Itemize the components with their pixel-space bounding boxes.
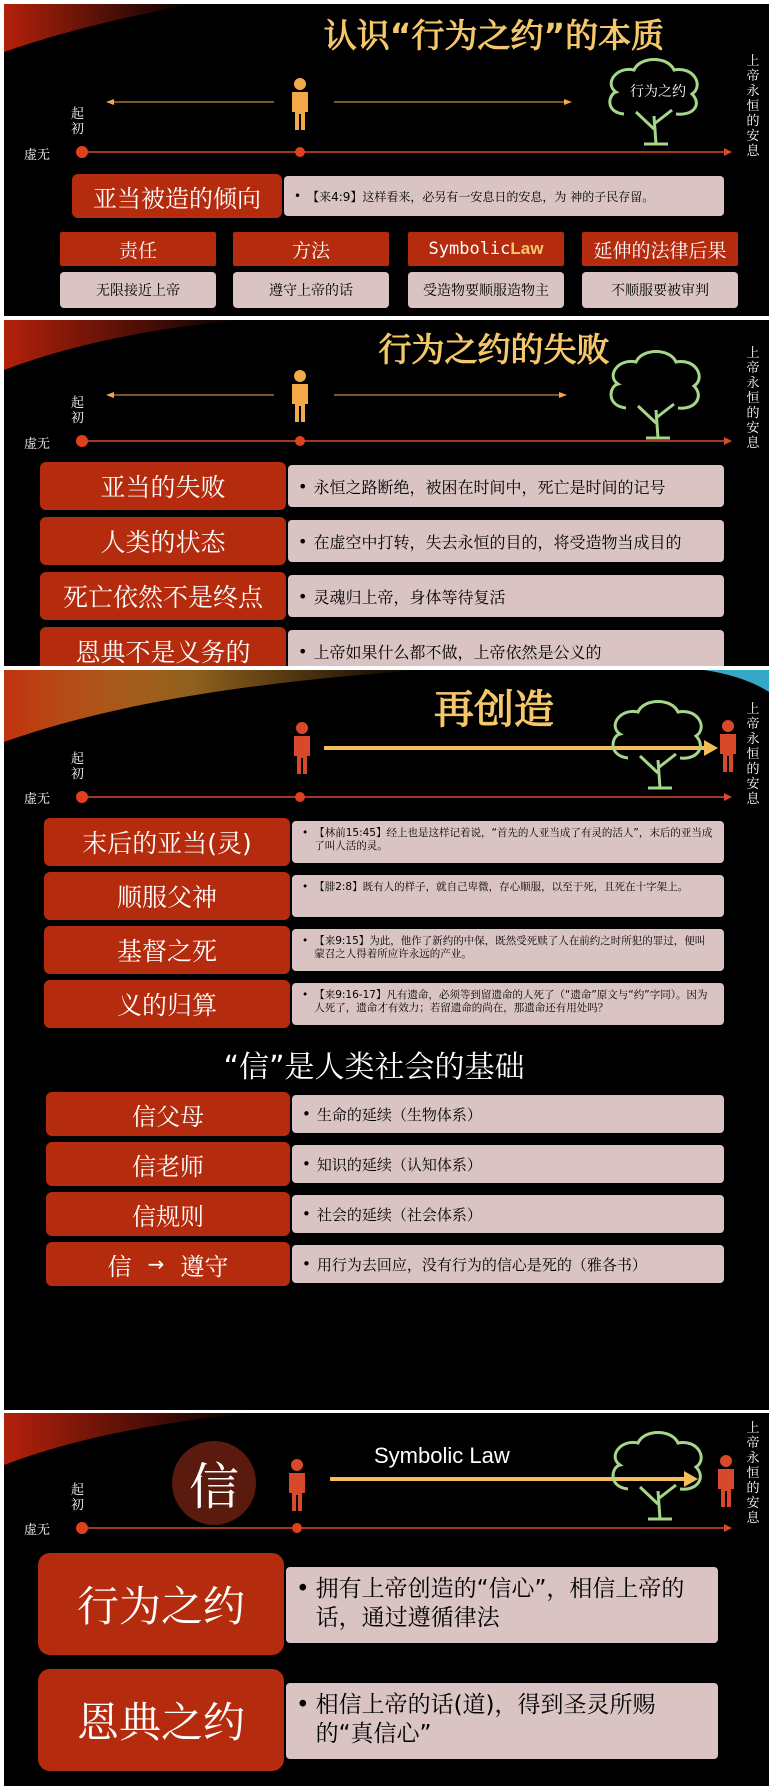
person-icon [718,1455,734,1507]
symbolic-law-label: Symbolic Law [374,1443,510,1468]
faith-badge: 信 [172,1441,256,1525]
slide-recreation [4,670,769,1410]
row-text-human-state: • 在虚空中打转，失去永恒的目的，将受造物当成目的 [288,520,724,562]
start-label: 起初 [71,107,85,137]
eternal-rest-label: 上帝永恒的安息 [746,1421,760,1526]
adam-tendency-text: • 【来4:9】这样看来，必另有一安息日的安息，为 神的子民存留。 [284,176,724,216]
column-body-consequence: 不顺服要被审判 [582,272,738,308]
tree-icon [613,702,701,789]
slide-covenant-failure [4,320,769,666]
slide-title: 行为之约的失败 [378,330,610,369]
row-text-trust-teachers: • 知识的延续（认知体系） [292,1145,724,1183]
eternal-rest-label: 上帝永恒的安息 [746,54,760,159]
tree-icon [610,60,697,145]
row-label-trust-obey: 信 → 遵守 [46,1242,290,1286]
row-text-christ-death: • 【来9:15】为此，他作了新约的中保，既然受死赎了人在前约之时所犯的罪过，便叫蒙召之人得着所应许永远的产业。 [292,929,724,971]
slide-title: 再创造 [434,687,554,733]
row-label-christ-death: 基督之死 [44,926,290,974]
void-label: 虚无 [24,437,51,452]
row-text-trust-obey: • 用行为去回应，没有行为的信心是死的（雅各书） [292,1245,724,1283]
tree-label: 行为之约 [630,84,686,100]
void-label: 虚无 [24,792,51,807]
column-body-method: 遵守上帝的话 [233,272,389,308]
timeline-graphic [4,1413,769,1553]
start-label: 起初 [71,396,85,426]
row-label-last-adam: 末后的亚当(灵) [44,818,290,866]
column-head-method: 方法 [233,232,389,266]
faith-foundation-title: “信”是人类社会的基础 [223,1050,525,1085]
row-label-human-state: 人类的状态 [40,517,286,565]
row-text-covenant-of-works: • 拥有上帝创造的“信心”，相信上帝的话，通过遵循律法 [286,1567,718,1643]
row-label-grace-not-obligation: 恩典不是义务的 [40,627,286,666]
timeline-graphic [4,4,769,316]
eternal-rest-label: 上帝永恒的安息 [746,702,760,807]
row-label-covenant-of-grace: 恩典之约 [38,1669,284,1771]
column-head-responsibility: 责任 [60,232,216,266]
row-label-trust-teachers: 信老师 [46,1142,290,1186]
timeline-graphic [4,670,769,830]
row-text-grace-not-obligation: • 上帝如果什么都不做，上帝依然是公义的 [288,630,724,666]
eternal-rest-label: 上帝永恒的安息 [746,346,760,451]
arrow-right-icon: → [147,1252,165,1276]
person-icon [292,370,308,422]
column-head-symbolic-law: Symbolic Law [408,232,564,266]
row-label-death-not-end: 死亡依然不是终点 [40,572,286,620]
row-text-obey-father: • 【腓2:8】既有人的样子，就自己卑微，存心顺服，以至于死，且死在十字架上。 [292,875,724,917]
row-label-obey-father: 顺服父神 [44,872,290,920]
slide-covenant-essence [4,4,769,316]
row-label-imputation: 义的归算 [44,980,290,1028]
start-label: 起初 [71,1483,85,1513]
void-label: 虚无 [24,148,51,163]
slide-title: 认识“行为之约”的本质 [323,16,665,55]
row-text-trust-rules: • 社会的延续（社会体系） [292,1195,724,1233]
column-body-responsibility: 无限接近上帝 [60,272,216,308]
person-icon [292,78,308,130]
adam-tendency-label: 亚当被造的倾向 [72,174,282,218]
row-text-death-not-end: • 灵魂归上帝，身体等待复活 [288,575,724,617]
row-label-adam-failure: 亚当的失败 [40,462,286,510]
row-label-covenant-of-works: 行为之约 [38,1553,284,1655]
row-text-covenant-of-grace: • 相信上帝的话(道)，得到圣灵所赐的“真信心” [286,1683,718,1759]
column-body-symbolic-law: 受造物要顺服造物主 [408,272,564,308]
column-head-consequence: 延伸的法律后果 [582,232,738,266]
person-icon [289,1459,305,1511]
slide-faith-covenants [4,1413,769,1786]
void-label: 虚无 [24,1523,51,1538]
row-text-trust-parents: • 生命的延续（生物体系） [292,1095,724,1133]
row-label-trust-parents: 信父母 [46,1092,290,1136]
person-icon [294,722,310,774]
tree-icon [611,352,699,439]
row-text-adam-failure: • 永恒之路断绝，被困在时间中，死亡是时间的记号 [288,465,724,507]
row-text-imputation: • 【来9:16-17】凡有遗命，必须等到留遗命的人死了（“遗命”原文与“约”字同）。因为人死了，遗命才有效力；若留遗命的尚在，那遗命还有用处吗？ [292,983,724,1025]
person-icon [720,720,736,772]
row-text-last-adam: • 【林前15:45】经上也是这样记着说，“首先的人亚当成了有灵的活人”，末后的亚当成了叫人活的灵。 [292,821,724,863]
row-label-trust-rules: 信规则 [46,1192,290,1236]
start-label: 起初 [71,752,85,782]
